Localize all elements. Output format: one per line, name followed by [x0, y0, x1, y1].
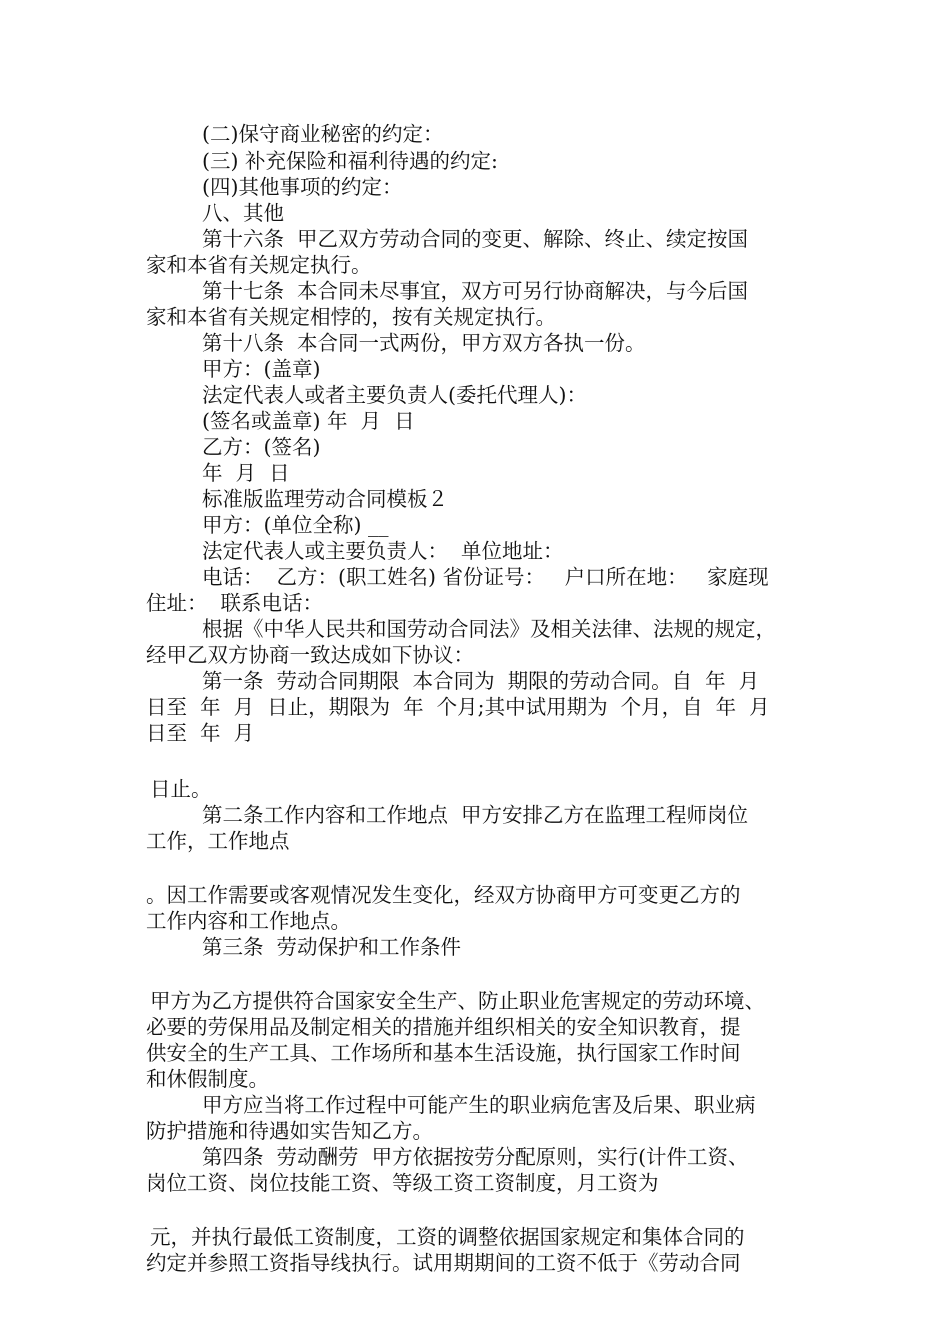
- text-line: 甲方：(盖章): [202, 357, 321, 381]
- text-line: 日至 年 月 日止，期限为 年 个月;其中试用期为 个月，自 年 月: [146, 695, 770, 719]
- text-line: 第十七条 本合同未尽事宜，双方可另行协商解决，与今后国: [202, 279, 749, 303]
- text-line: 法定代表人或主要负责人： 单位地址：: [202, 539, 564, 563]
- text-line: 防护措施和待遇如实告知乙方。: [146, 1119, 433, 1143]
- text-line: 第三条 劳动保护和工作条件: [202, 935, 462, 959]
- text-line: 元，并执行最低工资制度，工资的调整依据国家规定和集体合同的: [150, 1225, 745, 1249]
- section-heading: 八、其他: [202, 201, 284, 225]
- text-line: 住址： 联系电话：: [146, 591, 324, 615]
- text-line: 第十八条 本合同一式两份，甲方双方各执一份。: [202, 331, 646, 355]
- text-line: 约定并参照工资指导线执行。试用期期间的工资不低于《劳动合同: [146, 1251, 741, 1275]
- text-line: 家和本省有关规定相悖的，按有关规定执行。: [146, 305, 556, 329]
- text-line: 甲方为乙方提供符合国家安全生产、防止职业危害规定的劳动环境、: [150, 989, 765, 1013]
- text-line: 第一条 劳动合同期限 本合同为 期限的劳动合同。自 年 月: [202, 669, 760, 693]
- text-line: 法定代表人或者主要负责人(委托代理人)：: [202, 383, 587, 407]
- text-line: 年 月 日: [202, 461, 290, 485]
- text-line: (四)其他事项的约定：: [202, 175, 403, 199]
- text-line: 日止。: [150, 777, 212, 801]
- text-line: 供安全的生产工具、工作场所和基本生活设施，执行国家工作时间: [146, 1041, 741, 1065]
- text-line: (二)保守商业秘密的约定：: [202, 122, 444, 146]
- text-line: 第十六条 甲乙双方劳动合同的变更、解除、终止、续定按国: [202, 227, 749, 251]
- text-line: 甲方：(单位全称) __: [202, 513, 389, 537]
- text-line: 岗位工资、岗位技能工资、等级工资工资制度，月工资为: [146, 1171, 659, 1195]
- text-line: 电话： 乙方：(职工姓名) 省份证号： 户口所在地： 家庭现: [202, 565, 769, 589]
- text-line: 第二条工作内容和工作地点 甲方安排乙方在监理工程师岗位: [202, 803, 749, 827]
- text-line: 必要的劳保用品及制定相关的措施并组织相关的安全知识教育，提: [146, 1015, 741, 1039]
- text-line: 经甲乙双方协商一致达成如下协议：: [146, 643, 474, 667]
- text-line: 和休假制度。: [146, 1067, 269, 1091]
- text-line: 第四条 劳动酬劳 甲方依据按劳分配原则，实行(计件工资、: [202, 1145, 749, 1169]
- text-line: 乙方：(签名): [202, 435, 321, 459]
- text-line: (三) 补充保险和福利待遇的约定:: [202, 149, 498, 173]
- document-title: 标准版监理劳动合同模板２: [202, 487, 448, 511]
- text-line: (签名或盖章) 年 月 日: [202, 409, 415, 433]
- text-line: 日至 年 月: [146, 721, 255, 745]
- text-line: 根据《中华人民共和国劳动合同法》及相关法律、法规的规定，: [202, 617, 776, 641]
- text-line: 工作内容和工作地点。: [146, 909, 351, 933]
- text-line: 家和本省有关规定执行。: [146, 253, 372, 277]
- text-line: 。因工作需要或客观情况发生变化，经双方协商甲方可变更乙方的: [146, 883, 741, 907]
- text-line: 工作，工作地点: [146, 829, 290, 853]
- text-line: 甲方应当将工作过程中可能产生的职业病危害及后果、职业病: [202, 1093, 756, 1117]
